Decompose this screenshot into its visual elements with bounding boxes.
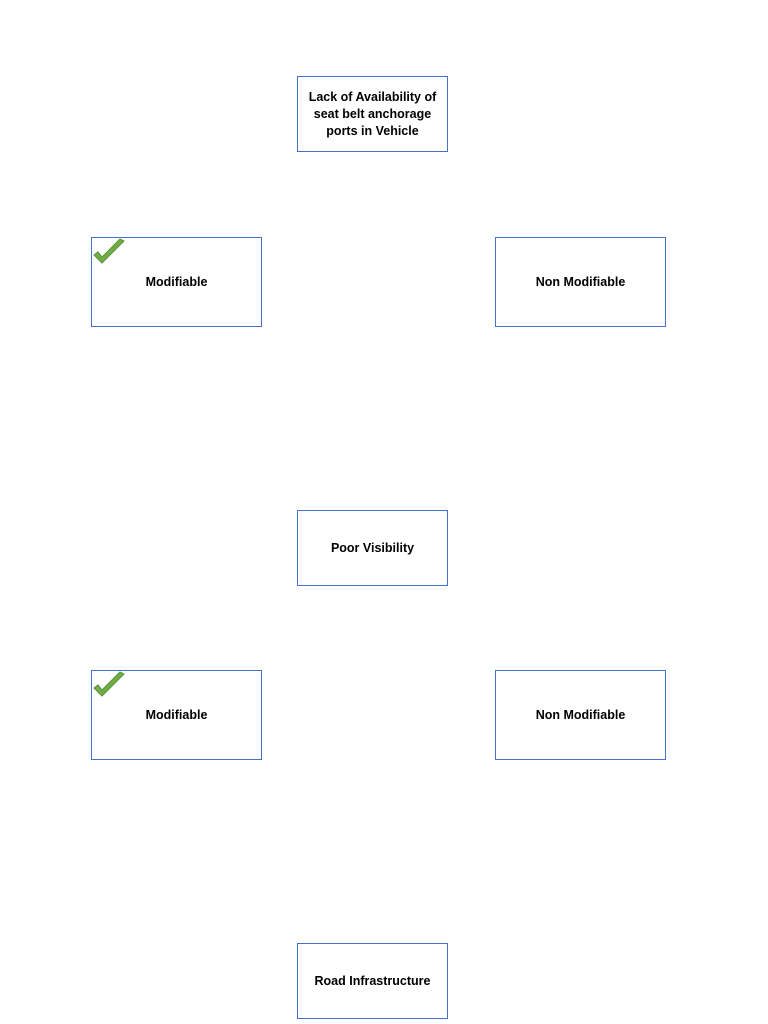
factor-box-poor-visibility: [297, 510, 448, 586]
factor-box-road-infrastructure: [297, 943, 448, 1019]
modifiable-box: [91, 670, 262, 760]
factor-label: Poor Visibility: [330, 540, 415, 555]
non-modifiable-box: [495, 237, 666, 327]
checkmark-icon: [92, 671, 126, 701]
modifiable-box: [91, 237, 262, 327]
option-label: Non Modifiable: [535, 274, 626, 289]
checkmark-icon: [92, 238, 126, 268]
option-label: Modifiable: [145, 707, 208, 722]
non-modifiable-box: [495, 670, 666, 760]
option-label: Non Modifiable: [535, 707, 626, 722]
option-label: Modifiable: [145, 274, 208, 289]
factor-box-seat-belt: [297, 76, 448, 152]
factor-label: Lack of Availability of seat belt anchorage ports in Vehicle: [308, 89, 437, 138]
factor-label: Road Infrastructure: [314, 973, 431, 988]
